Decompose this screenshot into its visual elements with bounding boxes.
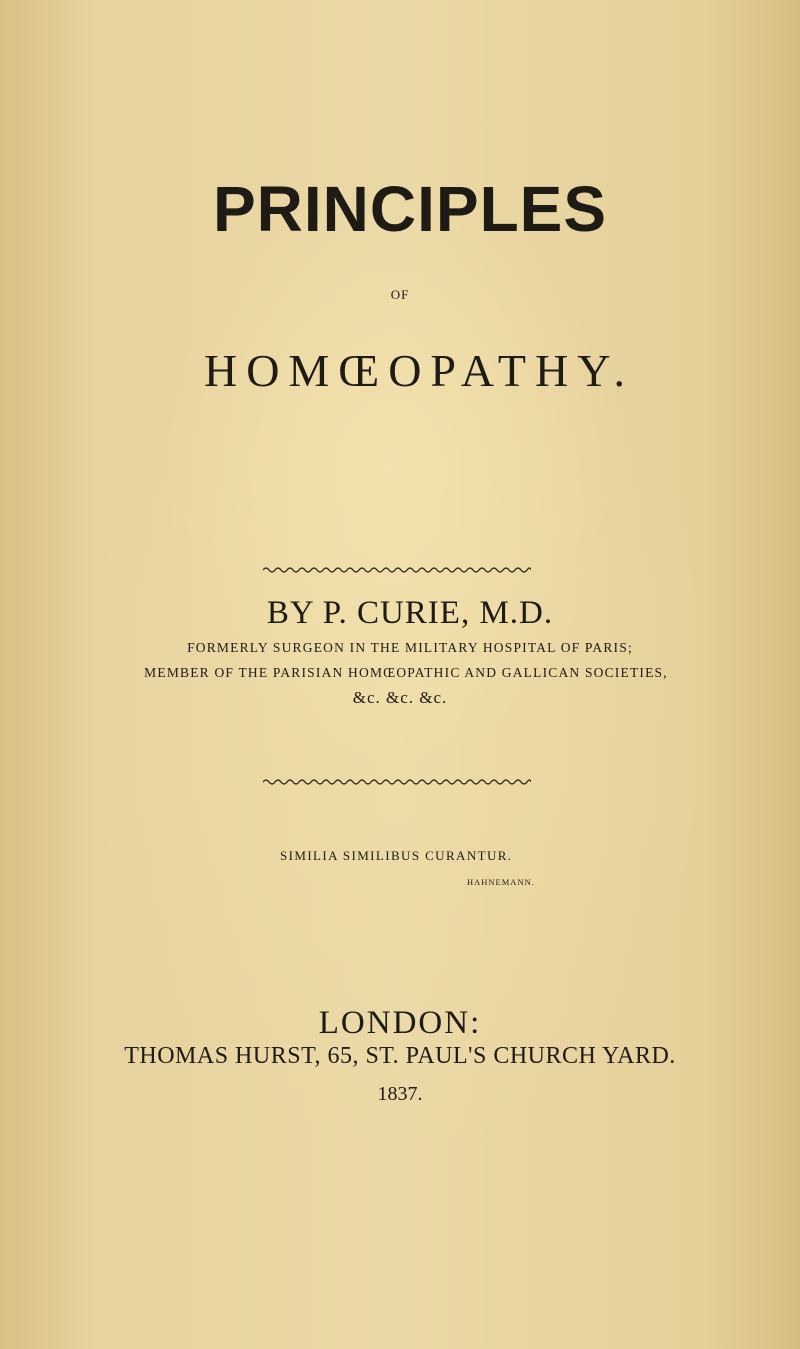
imprint-place: LONDON: [318,1005,482,1041]
book-title: PRINCIPLES [212,173,608,245]
imprint-publisher: THOMAS HURST, 65, ST. PAUL'S CHURCH YARD. [124,1043,676,1069]
author-byline: BY P. CURIE, M.D. [266,595,554,631]
author-credential-1: FORMERLY SURGEON IN THE MILITARY HOSPITAL OF PARIS; [187,640,633,655]
author-credential-2: MEMBER OF THE PARISIAN HOMŒOPATHIC AND GALLICAN SOCIETIES, [144,665,668,680]
epigraph-motto: SIMILIA SIMILIBUS CURANTUR. [280,848,513,863]
credential-etc: &c. &c. &c. [352,688,448,707]
title-connector: OF [390,287,410,302]
epigraph-attribution: HAHNEMANN. [467,877,535,887]
wavy-rule-bottom [263,777,531,787]
book-subject: HOMŒOPATHY. [203,345,635,396]
imprint-year: 1837. [377,1083,423,1105]
wavy-rule-top [263,565,531,575]
